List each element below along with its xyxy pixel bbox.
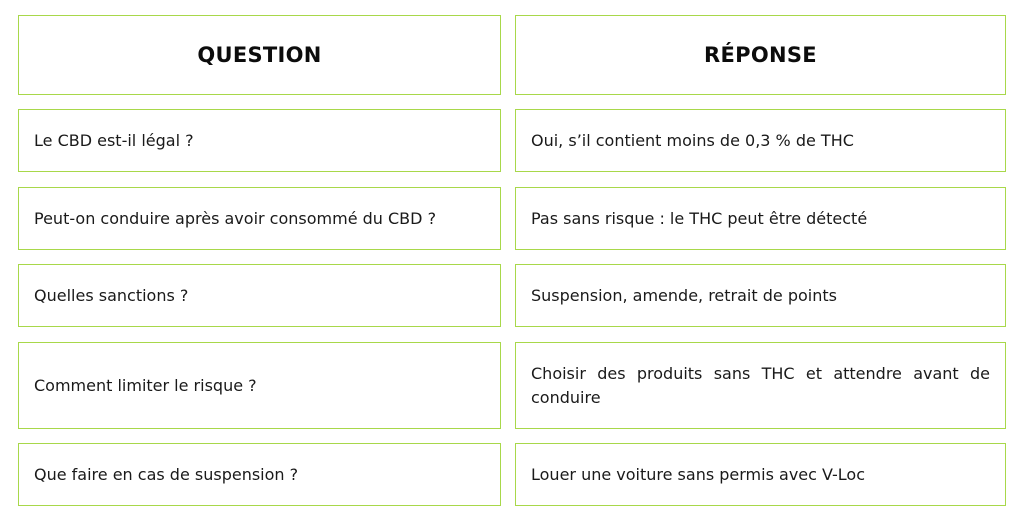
answer-text: Choisir des produits sans THC et attendre avant de conduire xyxy=(531,363,990,407)
question-cell xyxy=(18,342,501,429)
answer-cell xyxy=(515,342,1006,429)
answer-text: Pas sans risque : le THC peut être détecté xyxy=(531,208,868,228)
question-cell xyxy=(18,264,501,327)
question-text: Le CBD est-il légal ? xyxy=(34,130,194,150)
answer-text: Louer une voiture sans permis avec V-Loc xyxy=(531,464,866,484)
answer-cell xyxy=(515,443,1006,506)
question-column-header: QUESTION xyxy=(18,15,501,95)
answer-text: Suspension, amende, retrait de points xyxy=(531,285,837,305)
question-cell xyxy=(18,187,501,250)
question-cell xyxy=(18,443,501,506)
question-cell xyxy=(18,109,501,172)
answer-text: Oui, s’il contient moins de 0,3 % de THC xyxy=(531,130,854,150)
answer-cell xyxy=(515,187,1006,250)
question-text: Peut-on conduire après avoir consommé du CBD ? xyxy=(34,208,437,228)
question-text: Quelles sanctions ? xyxy=(34,285,189,305)
answer-column-header: RÉPONSE xyxy=(515,15,1006,95)
question-text: Comment limiter le risque ? xyxy=(34,375,257,395)
answer-cell xyxy=(515,264,1006,327)
answer-cell xyxy=(515,109,1006,172)
question-text: Que faire en cas de suspension ? xyxy=(34,464,299,484)
